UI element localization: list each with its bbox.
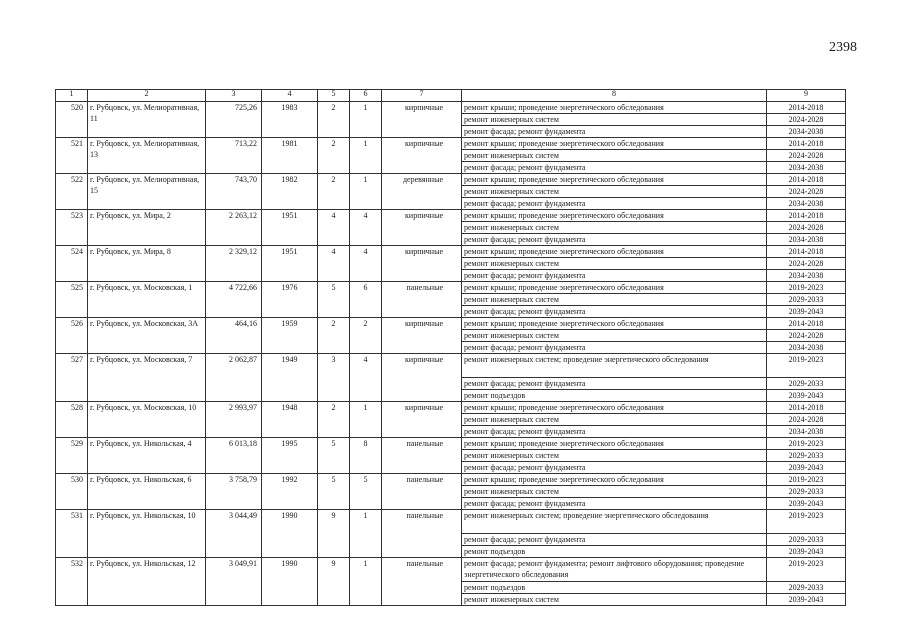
work-description: ремонт подъездов <box>462 582 767 594</box>
table-row <box>56 354 846 378</box>
area-cell: 3 049,91 <box>206 558 262 606</box>
work-description: ремонт крыши; проведение энергетического обследования <box>462 174 767 186</box>
work-period: 2034-2038 <box>767 162 846 174</box>
header-row <box>56 90 846 102</box>
table-row <box>56 174 846 186</box>
work-description: ремонт фасада; ремонт фундамента <box>462 462 767 474</box>
page-number: 2398 <box>829 40 857 55</box>
work-description: ремонт крыши; проведение энергетического обследования <box>462 318 767 330</box>
work-period: 2034-2038 <box>767 426 846 438</box>
floors-cell: 4 <box>318 246 350 282</box>
column-header: 4 <box>262 90 318 102</box>
work-description: ремонт инженерных систем <box>462 150 767 162</box>
work-description: ремонт инженерных систем; проведение энергетического обследования <box>462 354 767 378</box>
area-cell: 4 722,66 <box>206 282 262 318</box>
column-header: 6 <box>350 90 382 102</box>
table-row <box>56 282 846 294</box>
floors-cell: 2 <box>318 402 350 438</box>
address-cell: г. Рубцовск, ул. Никольская, 10 <box>88 510 206 558</box>
work-period: 2024-2028 <box>767 222 846 234</box>
work-period: 2039-2043 <box>767 498 846 510</box>
record-number: 527 <box>56 354 88 402</box>
floors-cell: 4 <box>318 210 350 246</box>
year-cell: 1976 <box>262 282 318 318</box>
work-period: 2019-2023 <box>767 558 846 582</box>
table-row <box>56 138 846 150</box>
work-period: 2019-2023 <box>767 474 846 486</box>
entrances-cell: 1 <box>350 510 382 558</box>
work-description: ремонт инженерных систем; проведение энергетического обследования <box>462 510 767 534</box>
work-period: 2039-2043 <box>767 546 846 558</box>
work-description: ремонт инженерных систем <box>462 450 767 462</box>
work-description: ремонт инженерных систем <box>462 186 767 198</box>
work-description: ремонт инженерных систем <box>462 222 767 234</box>
work-description: ремонт фасада; ремонт фундамента; ремонт лифтового оборудования; проведение энергетического обследования <box>462 558 767 582</box>
entrances-cell: 5 <box>350 474 382 510</box>
work-period: 2034-2038 <box>767 126 846 138</box>
year-cell: 1990 <box>262 510 318 558</box>
record-number: 528 <box>56 402 88 438</box>
address-cell: г. Рубцовск, ул. Мира, 8 <box>88 246 206 282</box>
floors-cell: 2 <box>318 174 350 210</box>
work-description: ремонт фасада; ремонт фундамента <box>462 342 767 354</box>
work-description: ремонт подъездов <box>462 546 767 558</box>
entrances-cell: 6 <box>350 282 382 318</box>
work-period: 2039-2043 <box>767 462 846 474</box>
work-period: 2024-2028 <box>767 258 846 270</box>
material-cell: панельные <box>382 558 462 606</box>
table-row <box>56 474 846 486</box>
column-header: 8 <box>462 90 767 102</box>
work-period: 2029-2033 <box>767 378 846 390</box>
work-period: 2024-2028 <box>767 414 846 426</box>
work-period: 2024-2028 <box>767 330 846 342</box>
address-cell: г. Рубцовск, ул. Никольская, 6 <box>88 474 206 510</box>
year-cell: 1995 <box>262 438 318 474</box>
year-cell: 1951 <box>262 210 318 246</box>
work-description: ремонт крыши; проведение энергетического обследования <box>462 402 767 414</box>
work-description: ремонт фасада; ремонт фундамента <box>462 270 767 282</box>
work-period: 2014-2018 <box>767 210 846 222</box>
floors-cell: 5 <box>318 474 350 510</box>
floors-cell: 2 <box>318 318 350 354</box>
year-cell: 1949 <box>262 354 318 402</box>
work-period: 2029-2033 <box>767 450 846 462</box>
floors-cell: 3 <box>318 354 350 402</box>
address-cell: г. Рубцовск, ул. Никольская, 4 <box>88 438 206 474</box>
address-cell: г. Рубцовск, ул. Московская, 7 <box>88 354 206 402</box>
table-row <box>56 210 846 222</box>
work-period: 2029-2033 <box>767 486 846 498</box>
table-row <box>56 246 846 258</box>
material-cell: кирпичные <box>382 246 462 282</box>
entrances-cell: 1 <box>350 102 382 138</box>
floors-cell: 2 <box>318 102 350 138</box>
work-description: ремонт инженерных систем <box>462 258 767 270</box>
work-description: ремонт крыши; проведение энергетического обследования <box>462 102 767 114</box>
material-cell: кирпичные <box>382 102 462 138</box>
work-period: 2014-2018 <box>767 246 846 258</box>
work-description: ремонт инженерных систем <box>462 594 767 606</box>
work-description: ремонт инженерных систем <box>462 294 767 306</box>
year-cell: 1951 <box>262 246 318 282</box>
floors-cell: 9 <box>318 510 350 558</box>
table-row <box>56 558 846 582</box>
column-header: 2 <box>88 90 206 102</box>
address-cell: г. Рубцовск, ул. Никольская, 12 <box>88 558 206 606</box>
material-cell: кирпичные <box>382 402 462 438</box>
work-period: 2019-2023 <box>767 354 846 378</box>
column-header: 1 <box>56 90 88 102</box>
floors-cell: 5 <box>318 282 350 318</box>
year-cell: 1983 <box>262 102 318 138</box>
material-cell: панельные <box>382 282 462 318</box>
column-header: 7 <box>382 90 462 102</box>
work-period: 2019-2023 <box>767 438 846 450</box>
area-cell: 743,70 <box>206 174 262 210</box>
area-cell: 6 013,18 <box>206 438 262 474</box>
address-cell: г. Рубцовск, ул. Мелиоративная, 15 <box>88 174 206 210</box>
material-cell: кирпичные <box>382 318 462 354</box>
record-number: 521 <box>56 138 88 174</box>
work-period: 2014-2018 <box>767 318 846 330</box>
work-period: 2029-2033 <box>767 294 846 306</box>
material-cell: панельные <box>382 438 462 474</box>
column-header: 9 <box>767 90 846 102</box>
area-cell: 2 329,12 <box>206 246 262 282</box>
year-cell: 1959 <box>262 318 318 354</box>
year-cell: 1992 <box>262 474 318 510</box>
record-number: 520 <box>56 102 88 138</box>
work-description: ремонт крыши; проведение энергетического обследования <box>462 474 767 486</box>
material-cell: кирпичные <box>382 210 462 246</box>
work-period: 2014-2018 <box>767 138 846 150</box>
work-description: ремонт крыши; проведение энергетического обследования <box>462 438 767 450</box>
work-period: 2024-2028 <box>767 150 846 162</box>
column-header: 5 <box>318 90 350 102</box>
entrances-cell: 4 <box>350 246 382 282</box>
material-cell: панельные <box>382 510 462 558</box>
year-cell: 1990 <box>262 558 318 606</box>
work-period: 2024-2028 <box>767 114 846 126</box>
work-period: 2024-2028 <box>767 186 846 198</box>
work-description: ремонт фасада; ремонт фундамента <box>462 198 767 210</box>
work-period: 2039-2043 <box>767 306 846 318</box>
work-description: ремонт фасада; ремонт фундамента <box>462 378 767 390</box>
floors-cell: 2 <box>318 138 350 174</box>
repair-schedule-table <box>55 89 846 606</box>
work-description: ремонт инженерных систем <box>462 114 767 126</box>
material-cell: панельные <box>382 474 462 510</box>
material-cell: кирпичные <box>382 354 462 402</box>
record-number: 532 <box>56 558 88 606</box>
entrances-cell: 1 <box>350 558 382 606</box>
entrances-cell: 8 <box>350 438 382 474</box>
work-description: ремонт фасада; ремонт фундамента <box>462 306 767 318</box>
entrances-cell: 4 <box>350 354 382 402</box>
work-period: 2019-2023 <box>767 510 846 534</box>
area-cell: 2 062,87 <box>206 354 262 402</box>
work-description: ремонт инженерных систем <box>462 414 767 426</box>
area-cell: 2 263,12 <box>206 210 262 246</box>
table-row <box>56 102 846 114</box>
work-description: ремонт фасада; ремонт фундамента <box>462 162 767 174</box>
year-cell: 1981 <box>262 138 318 174</box>
address-cell: г. Рубцовск, ул. Московская, 3А <box>88 318 206 354</box>
record-number: 529 <box>56 438 88 474</box>
work-period: 2029-2033 <box>767 534 846 546</box>
year-cell: 1948 <box>262 402 318 438</box>
table-row <box>56 318 846 330</box>
record-number: 530 <box>56 474 88 510</box>
work-period: 2019-2023 <box>767 282 846 294</box>
work-period: 2014-2018 <box>767 174 846 186</box>
work-period: 2034-2038 <box>767 342 846 354</box>
address-cell: г. Рубцовск, ул. Мелиоративная, 11 <box>88 102 206 138</box>
work-description: ремонт фасада; ремонт фундамента <box>462 126 767 138</box>
record-number: 524 <box>56 246 88 282</box>
entrances-cell: 2 <box>350 318 382 354</box>
work-period: 2039-2043 <box>767 594 846 606</box>
record-number: 525 <box>56 282 88 318</box>
work-period: 2039-2043 <box>767 390 846 402</box>
table-row <box>56 402 846 414</box>
work-period: 2014-2018 <box>767 102 846 114</box>
address-cell: г. Рубцовск, ул. Мелиоративная, 13 <box>88 138 206 174</box>
area-cell: 713,22 <box>206 138 262 174</box>
work-period: 2014-2018 <box>767 402 846 414</box>
record-number: 522 <box>56 174 88 210</box>
material-cell: деревянные <box>382 174 462 210</box>
address-cell: г. Рубцовск, ул. Московская, 1 <box>88 282 206 318</box>
work-period: 2034-2038 <box>767 234 846 246</box>
area-cell: 2 993,97 <box>206 402 262 438</box>
work-period: 2034-2038 <box>767 198 846 210</box>
entrances-cell: 1 <box>350 402 382 438</box>
work-description: ремонт фасада; ремонт фундамента <box>462 498 767 510</box>
record-number: 531 <box>56 510 88 558</box>
address-cell: г. Рубцовск, ул. Московская, 10 <box>88 402 206 438</box>
address-cell: г. Рубцовск, ул. Мира, 2 <box>88 210 206 246</box>
work-description: ремонт фасада; ремонт фундамента <box>462 534 767 546</box>
area-cell: 3 044,49 <box>206 510 262 558</box>
table-row <box>56 438 846 450</box>
work-description: ремонт крыши; проведение энергетического обследования <box>462 282 767 294</box>
work-description: ремонт инженерных систем <box>462 486 767 498</box>
work-description: ремонт крыши; проведение энергетического обследования <box>462 210 767 222</box>
work-description: ремонт фасада; ремонт фундамента <box>462 234 767 246</box>
work-period: 2029-2033 <box>767 582 846 594</box>
column-header: 3 <box>206 90 262 102</box>
area-cell: 3 758,79 <box>206 474 262 510</box>
material-cell: кирпичные <box>382 138 462 174</box>
area-cell: 725,26 <box>206 102 262 138</box>
year-cell: 1982 <box>262 174 318 210</box>
floors-cell: 5 <box>318 438 350 474</box>
floors-cell: 9 <box>318 558 350 606</box>
work-description: ремонт подъездов <box>462 390 767 402</box>
entrances-cell: 4 <box>350 210 382 246</box>
entrances-cell: 1 <box>350 174 382 210</box>
entrances-cell: 1 <box>350 138 382 174</box>
work-description: ремонт инженерных систем <box>462 330 767 342</box>
work-description: ремонт крыши; проведение энергетического обследования <box>462 138 767 150</box>
record-number: 523 <box>56 210 88 246</box>
table-body <box>56 90 846 606</box>
table-row <box>56 510 846 534</box>
work-period: 2034-2038 <box>767 270 846 282</box>
work-description: ремонт крыши; проведение энергетического обследования <box>462 246 767 258</box>
area-cell: 464,16 <box>206 318 262 354</box>
work-description: ремонт фасада; ремонт фундамента <box>462 426 767 438</box>
record-number: 526 <box>56 318 88 354</box>
